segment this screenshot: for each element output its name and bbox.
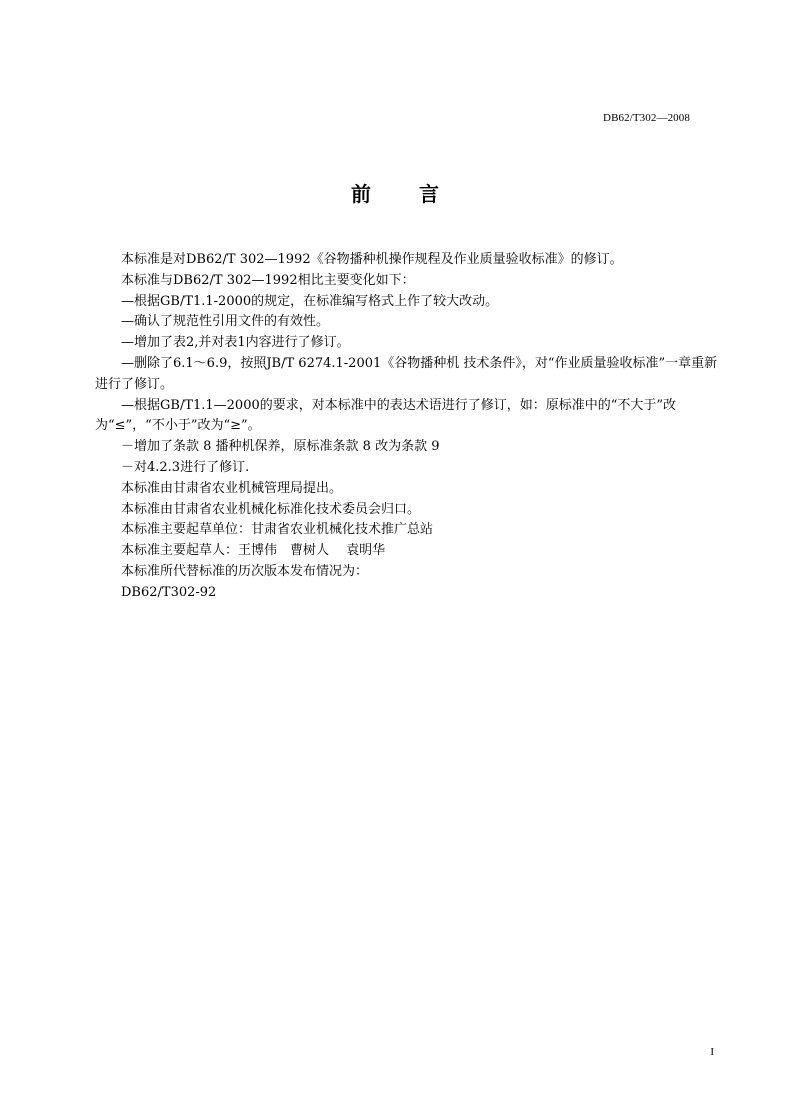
heading-char-2: 言: [419, 182, 441, 206]
paragraph-13: 本标准主要起草人：王博伟 曹树人 袁明华: [121, 543, 386, 559]
heading-char-1: 前: [351, 182, 373, 206]
page-number: I: [710, 1046, 714, 1058]
paragraph-8: －增加了条款 8 播种机保养，原标准条款 8 改为条款 9: [121, 439, 440, 455]
paragraph-12: 本标准主要起草单位：甘肃省农业机械化技术推广总站: [121, 522, 434, 538]
section-heading-foreword: [0, 178, 792, 207]
foreword-body: [95, 250, 720, 604]
paragraph-10: 本标准由甘肃省农业机械管理局提出。: [121, 480, 343, 496]
document-code: DB62/T302—2008: [603, 112, 690, 124]
paragraph-14: 本标准所代替标准的历次版本发布情况为：: [121, 563, 369, 579]
paragraph-9: －对4.2.3进行了修订.: [121, 459, 250, 475]
paragraph-15: DB62/T302-92: [121, 584, 217, 600]
paragraph-7: —根据GB/T1.1—2000的要求，对本标准中的表达术语进行了修订，如：原标准中的“不大于”改为“≤”，“不小于”改为“≥”。: [95, 397, 677, 434]
paragraph-4: —确认了规范性引用文件的有效性。: [121, 314, 330, 330]
paragraph-6: —删除了6.1～6.9，按照JB/T 6274.1-2001《谷物播种机 技术条件》，对“作业质量验收标准”一章重新进行了修订。: [95, 355, 718, 392]
paragraph-1: 本标准是对DB62/T 302—1992《谷物播种机操作规程及作业质量验收标准》的修订。: [121, 252, 623, 267]
paragraph-3: —根据GB/T1.1-2000的规定，在标准编写格式上作了较大改动。: [121, 293, 499, 309]
paragraph-11: 本标准由甘肃省农业机械化标准化技术委员会归口。: [121, 501, 421, 517]
paragraph-2: 本标准与DB62/T 302—1992相比主要变化如下：: [121, 272, 415, 288]
paragraph-5: —增加了表2,并对表1内容进行了修订。: [121, 335, 350, 351]
